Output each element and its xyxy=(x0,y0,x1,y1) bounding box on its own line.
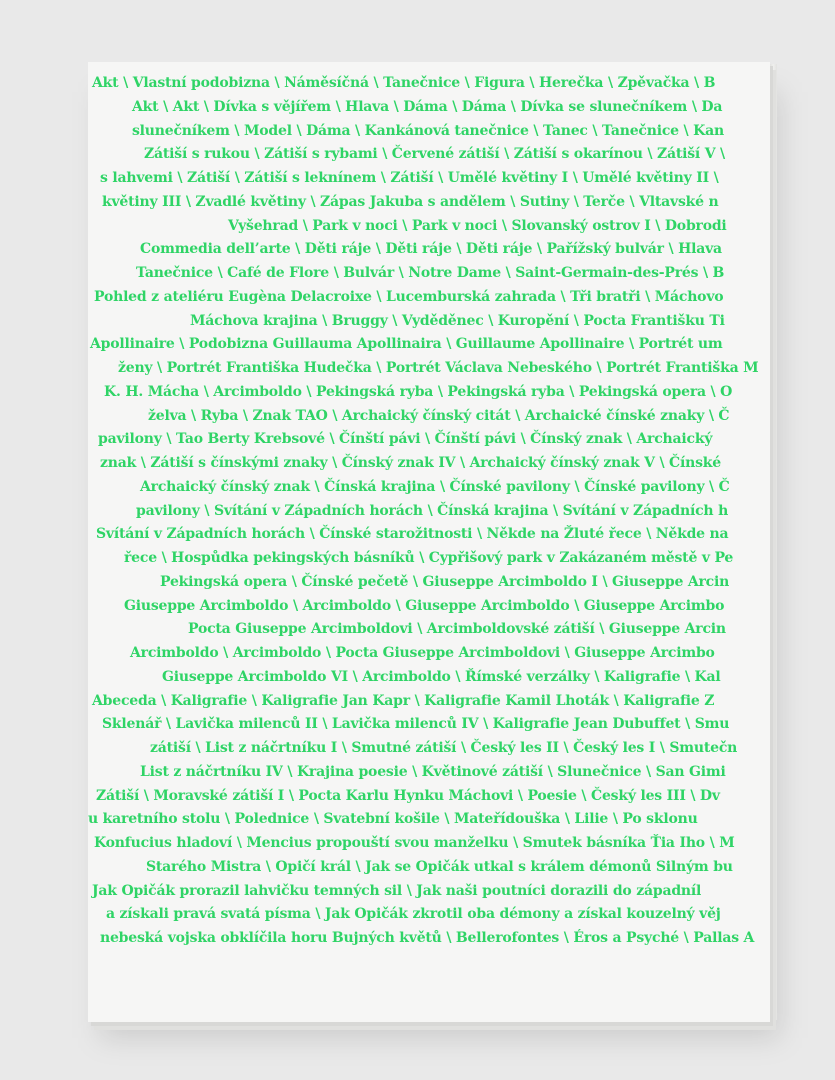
cover-text-line: květiny III \ Zvadlé květiny \ Zápas Jakuba s andělem \ Sutiny \ Terče \ Vltavské n xyxy=(102,193,719,210)
cover-text-line: ženy \ Portrét Františka Hudečka \ Portrét Václava Nebeského \ Portrét Františka M xyxy=(118,360,759,376)
cover-text-line: želva \ Ryba \ Znak TAO \ Archaický čínský citát \ Archaické čínské znaky \ Č xyxy=(148,407,730,424)
cover-text-line: Tanečnice \ Café de Flore \ Bulvár \ Notre Dame \ Saint-Germain-des-Prés \ B xyxy=(136,265,725,281)
cover-text-line: a získali pravá svatá písma \ Jak Opičák zkrotil oba démony a získal kouzelný věj xyxy=(106,906,721,923)
cover-text-line: s lahvemi \ Zátiší \ Zátiší s leknínem \ Zátiší \ Umělé květiny I \ Umělé květiny II \ xyxy=(100,170,719,186)
cover-text-line: Svítání v Západních horách \ Čínské starožitnosti \ Někde na Žluté řece \ Někde na xyxy=(96,526,729,543)
cover-text-line: pavilony \ Tao Berty Krebsové \ Čínští pávi \ Čínští pávi \ Čínský znak \ Archaický xyxy=(98,431,713,448)
cover-text-line: Giuseppe Arcimboldo \ Arcimboldo \ Giuseppe Arcimboldo \ Giuseppe Arcimbo xyxy=(124,597,725,614)
cover-text-line: Giuseppe Arcimboldo VI \ Arcimboldo \ Římské verzálky \ Kaligrafie \ Kal xyxy=(162,668,721,685)
cover-text-line: Commedia dell’arte \ Děti ráje \ Děti ráje \ Děti ráje \ Pařížský bulvár \ Hlava xyxy=(140,241,722,258)
cover-text-line: u karetního stolu \ Polednice \ Svatební košile \ Mateřídouška \ Lilie \ Po sklonu xyxy=(88,811,698,828)
cover-text-line: nebeská vojska obklíčila horu Bujných květů \ Bellerofontes \ Éros a Psyché \ Pallas A xyxy=(100,930,755,946)
cover-text-line: Máchova krajina \ Bruggy \ Vyděděnec \ Kuropění \ Pocta Františku Ti xyxy=(190,312,725,329)
cover-text-line: Vyšehrad \ Park v noci \ Park v noci \ Slovanský ostrov I \ Dobrodi xyxy=(228,217,727,234)
cover-text-line: Arcimboldo \ Arcimboldo \ Pocta Giuseppe Arcimboldovi \ Giuseppe Arcimbo xyxy=(130,645,715,661)
cover-text-line: Akt \ Akt \ Dívka s vějířem \ Hlava \ Dáma \ Dáma \ Dívka se slunečníkem \ Da xyxy=(132,98,723,115)
cover-text-line: znak \ Zátiší s čínskými znaky \ Čínský znak IV \ Archaický čínský znak V \ Čínské xyxy=(100,455,721,471)
cover-text-line: Pohled z ateliéru Eugèna Delacroixe \ Lucemburská zahrada \ Tři bratři \ Máchovo xyxy=(94,288,724,305)
cover-text-line: Apollinaire \ Podobizna Guillauma Apollinaira \ Guillaume Apollinaire \ Portrét um xyxy=(90,336,723,353)
cover-text-line: Archaický čínský znak \ Čínská krajina \ Čínské pavilony \ Čínské pavilony \ Č xyxy=(140,478,730,495)
cover-text-line: Zátiší s rukou \ Zátiší s rybami \ Červené zátiší \ Zátiší s okarínou \ Zátiší V \ xyxy=(144,146,725,163)
cover-text-line: pavilony \ Svítání v Západních horách \ Čínská krajina \ Svítání v Západních h xyxy=(136,502,729,519)
cover-text-line: zátiší \ List z náčrtníku I \ Smutné zátiší \ Český les II \ Český les I \ Smutečn xyxy=(150,740,738,756)
cover-text-line: Pekingská opera \ Čínské pečetě \ Giuseppe Arcimboldo I \ Giuseppe Arcin xyxy=(160,573,730,590)
cover-text-line: Zátiší \ Moravské zátiší I \ Pocta Karlu Hynku Máchovi \ Poesie \ Český les III \ Dv xyxy=(96,787,720,804)
cover-text-line: Sklenář \ Lavička milenců II \ Lavička milenců IV \ Kaligrafie Jean Dubuffet \ Smu xyxy=(102,716,730,733)
book-cover xyxy=(88,62,770,1022)
cover-title-list xyxy=(88,72,770,951)
cover-text-line: Starého Mistra \ Opičí král \ Jak se Opičák utkal s králem démonů Silným bu xyxy=(146,858,733,875)
cover-text-line: slunečníkem \ Model \ Dáma \ Kankánová tanečnice \ Tanec \ Tanečnice \ Kan xyxy=(132,122,724,139)
cover-text-line: Akt \ Vlastní podobizna \ Náměsíčná \ Tanečnice \ Figura \ Herečka \ Zpěvačka \ B xyxy=(92,75,716,91)
cover-text-line: Abeceda \ Kaligrafie \ Kaligrafie Jan Kapr \ Kaligrafie Kamil Lhoták \ Kaligrafie Z xyxy=(92,692,715,709)
cover-text-line: K. H. Mácha \ Arcimboldo \ Pekingská ryba \ Pekingská ryba \ Pekingská opera \ O xyxy=(104,383,733,400)
cover-text-line: List z náčrtníku IV \ Krajina poesie \ Květinové zátiší \ Slunečnice \ San Gimi xyxy=(140,763,726,780)
cover-text-line: Konfucius hladoví \ Mencius propouští svou manželku \ Smutek básníka Ťia Iho \ M xyxy=(94,835,735,851)
cover-text-line: Jak Opičák prorazil lahvičku temných sil \ Jak naši poutníci dorazili do západníl xyxy=(92,882,702,899)
cover-text-line: Pocta Giuseppe Arcimboldovi \ Arcimboldovské zátiší \ Giuseppe Arcin xyxy=(188,621,726,638)
cover-text-line: řece \ Hospůdka pekingských básníků \ Cypřišový park v Zakázaném městě v Pe xyxy=(124,550,734,566)
